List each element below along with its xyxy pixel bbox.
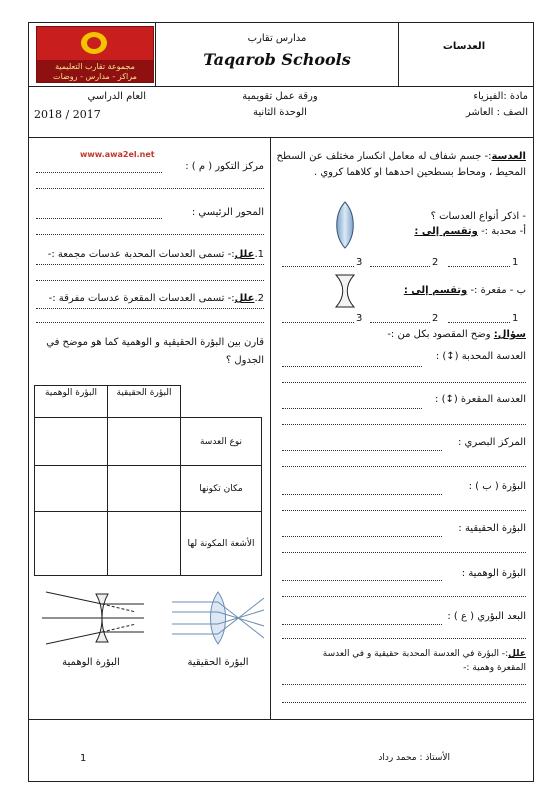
answer-line[interactable] — [282, 266, 354, 267]
table-cell[interactable] — [108, 466, 181, 512]
table-cell[interactable] — [35, 512, 108, 576]
page-number: 1 — [80, 753, 87, 764]
answer-line[interactable] — [282, 382, 526, 383]
website-watermark: www.awa2el.net — [80, 150, 155, 159]
answer-line[interactable] — [370, 322, 430, 323]
header-divider — [28, 86, 533, 87]
concave-lens-icon — [334, 273, 356, 309]
answer-line[interactable] — [36, 188, 264, 189]
reason-item-2 — [34, 292, 264, 305]
answer-line[interactable] — [448, 322, 510, 323]
answer-line[interactable] — [36, 218, 162, 219]
answer-line[interactable] — [370, 266, 430, 267]
concave-heading — [370, 284, 526, 297]
compare-question-2: الجدول ؟ — [225, 355, 264, 366]
logo-line: مجموعة تقارب التعليمية — [55, 62, 135, 71]
answer-line[interactable] — [282, 552, 526, 553]
table-cell[interactable] — [108, 418, 181, 466]
answer-line[interactable] — [36, 322, 264, 323]
reason-label: علل — [234, 293, 255, 304]
header-col-line — [398, 22, 399, 86]
answer-line[interactable] — [282, 536, 442, 537]
question-text: وضح المقصود بكل من :- — [387, 329, 491, 340]
question-heading — [280, 328, 526, 341]
reason-text: :- تسمى العدسات المحدبة عدسات مجمعة :- — [47, 249, 235, 260]
answer-line[interactable] — [36, 234, 264, 235]
answer-line[interactable] — [282, 624, 442, 625]
term-real-focus: البؤرة الحقيقية : — [458, 523, 526, 534]
reason-text: :- البؤرة في العدسة المحدبة حقيقية و في العدسة — [322, 649, 509, 659]
row-forming-rays: الأشعة المكونة لها — [187, 538, 255, 549]
caption-virtual-focus: البؤرة الوهمية — [62, 657, 120, 668]
table-cell[interactable] — [35, 466, 108, 512]
compare-question: قارن بين البؤرة الحقيقية و الوهمية كما هو موضح في — [46, 337, 264, 348]
real-focus-diagram — [168, 588, 268, 648]
row-lens-type: نوع العدسة — [199, 436, 243, 447]
answer-line[interactable] — [282, 366, 422, 367]
answer-line[interactable] — [282, 408, 422, 409]
year-value: 2018 / 2017 — [34, 108, 101, 121]
curvature-center-label: مركز التكور ( م ) : — [185, 161, 264, 172]
answer-line[interactable] — [282, 684, 526, 685]
answer-line[interactable] — [282, 510, 526, 511]
term-focus: البؤرة ( ب ) : — [468, 481, 526, 492]
answer-line[interactable] — [36, 172, 162, 173]
grade-label: الصف : العاشر — [465, 107, 528, 118]
term-optical-center: المركز البصري : — [458, 437, 526, 448]
footer-line — [28, 719, 533, 720]
row-formation-place: مكان تكونها — [199, 483, 243, 494]
answer-line[interactable] — [282, 638, 526, 639]
school-logo — [36, 26, 154, 83]
convex-heading — [370, 225, 526, 238]
answer-line[interactable] — [282, 580, 442, 581]
concave-divide-label: وتقسم إلى : — [403, 285, 468, 296]
answer-line[interactable] — [282, 596, 526, 597]
header-bottom-line — [28, 137, 533, 138]
answer-line[interactable] — [36, 264, 264, 265]
unit-title: الوحدة الثانية — [253, 107, 307, 118]
term-convex-lens: العدسة المحدبة (↕) : — [435, 351, 526, 362]
concave-label: ب - مقعرة :- — [470, 285, 526, 296]
reason-label: علل — [234, 249, 255, 260]
logo-emblem-icon — [81, 32, 107, 54]
subject-label: مادة :الفيزياء — [473, 91, 528, 102]
term-virtual-focus: البؤرة الوهمية : — [461, 568, 526, 579]
topic-title: العدسات — [442, 41, 486, 52]
answer-line[interactable] — [448, 266, 510, 267]
answer-line[interactable] — [36, 308, 264, 309]
answer-line[interactable] — [282, 494, 442, 495]
convex-num: 1 — [512, 257, 519, 268]
term-focal-length: البعد البؤري ( ع ) : — [447, 611, 526, 622]
col-real-focus: البؤرة الحقيقية — [116, 388, 172, 398]
table-cell[interactable] — [35, 418, 108, 466]
col-virtual-focus: البؤرة الوهمية — [45, 388, 97, 398]
virtual-focus-diagram — [36, 588, 146, 648]
concave-num: 1 — [512, 313, 519, 324]
school-name-ar: مدارس تقارب — [247, 33, 307, 44]
reason-label: علل — [508, 649, 526, 659]
concave-num: 3 — [356, 313, 363, 324]
reason-num: 2. — [254, 293, 264, 304]
lens-def-text: :- جسم شفاف له معامل انكسار مختلف عن السطح — [276, 151, 492, 162]
convex-num: 3 — [356, 257, 363, 268]
comparison-table — [34, 385, 262, 576]
reason-item-1 — [34, 248, 264, 261]
convex-divide-label: وتقسم إلى : — [414, 226, 478, 237]
reason-num: 1. — [254, 249, 264, 260]
table-header-cell — [108, 386, 181, 418]
question-label: سؤال: — [493, 329, 526, 340]
convex-num: 2 — [432, 257, 439, 268]
reason-question — [280, 648, 526, 660]
reason-text: :- تسمى العدسات المقعرة عدسات مفرقة :- — [48, 293, 235, 304]
logo-line: مراكز - مدارس - روضات — [53, 72, 137, 81]
caption-real-focus: البؤرة الحقيقية — [187, 657, 249, 668]
term-concave-lens: العدسة المقعرة (↕) : — [435, 394, 526, 405]
main-axis-label: المحور الرئيسي : — [191, 207, 264, 218]
types-question: - اذكر أنواع العدسات ؟ — [430, 211, 526, 222]
school-name-en: Taqarob Schools — [203, 50, 351, 69]
reason-text-2: المقعرة وهمية :- — [463, 663, 526, 673]
convex-label: أ- محدبة :- — [481, 226, 526, 237]
answer-line[interactable] — [282, 424, 526, 425]
answer-line[interactable] — [282, 450, 442, 451]
teacher-name: الأستاذ : محمد رداد — [378, 753, 450, 763]
column-divider — [270, 137, 271, 719]
answer-line[interactable] — [36, 280, 264, 281]
lens-definition — [276, 150, 526, 163]
answer-line[interactable] — [282, 702, 526, 703]
worksheet-title: ورقة عمل تقويمية — [242, 91, 318, 102]
concave-num: 2 — [432, 313, 439, 324]
lens-def-text-2: المحيط ، ومحاط بسطحين احدهما او كلاهما كروي . — [313, 167, 526, 178]
lens-term: العدسة — [491, 151, 526, 162]
table-header-cell — [35, 386, 108, 418]
answer-line[interactable] — [282, 322, 354, 323]
year-label: العام الدراسي — [87, 91, 146, 102]
answer-line[interactable] — [282, 466, 526, 467]
table-cell[interactable] — [108, 512, 181, 576]
convex-lens-icon — [334, 200, 356, 250]
